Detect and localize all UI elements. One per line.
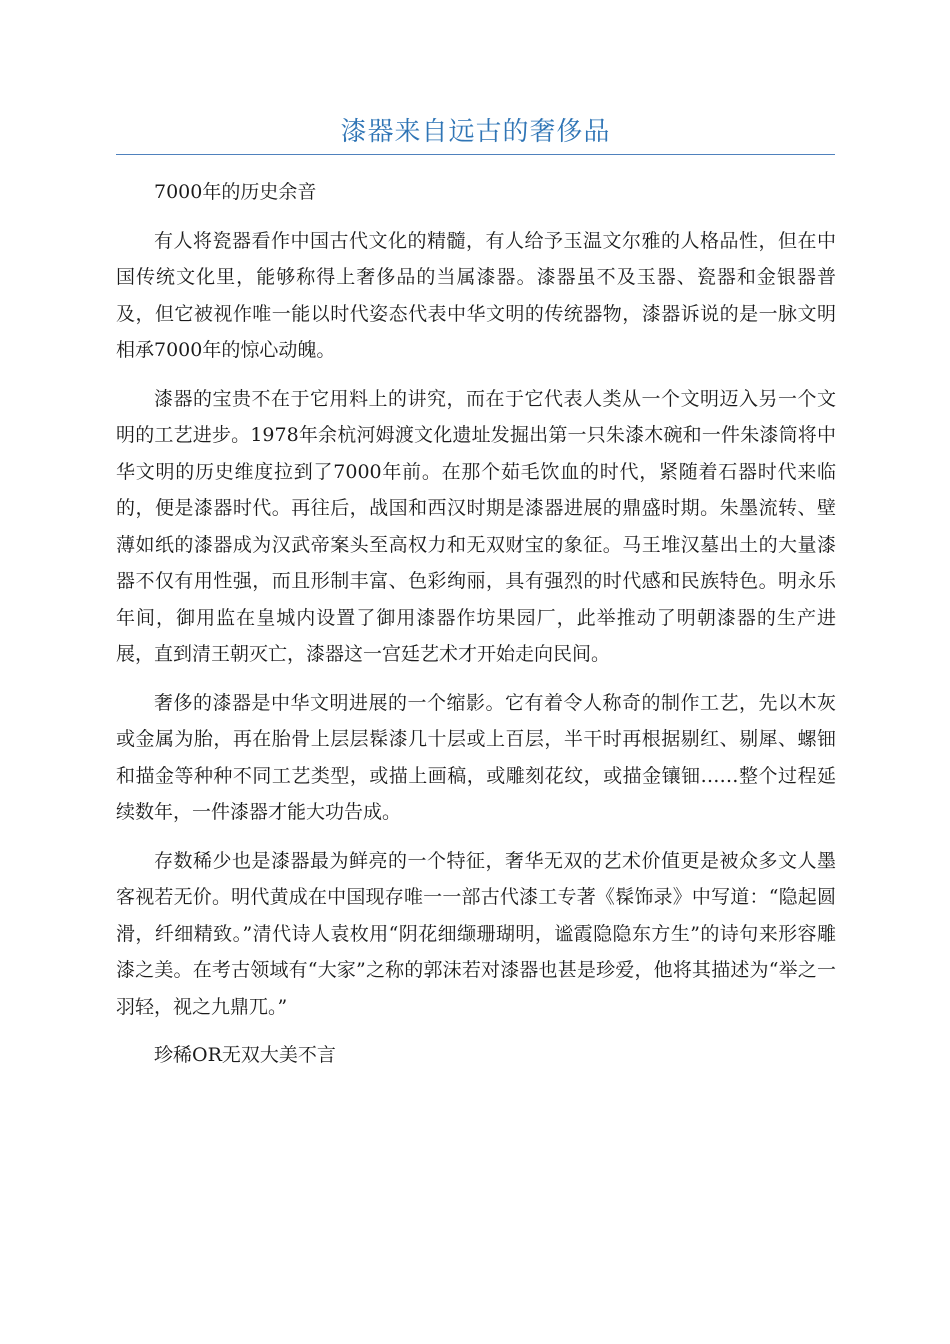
- paragraph: 奢侈的漆器是中华文明进展的一个缩影。它有着令人称奇的制作工艺，先以木灰或金属为胎，再在胎骨上层层髹漆几十层或上百层，半干时再根据剔红、剔犀、螺钿和描金等种种不同工艺类型，或描上画稿，或雕刻花纹，或描金镶钿……整个过程延续数年，一件漆器才能大功告成。: [116, 691, 836, 823]
- paragraph: 有人将瓷器看作中国古代文化的精髓，有人给予玉温文尔雅的人格品性，但在中国传统文化里，能够称得上奢侈品的当属漆器。漆器虽不及玉器、瓷器和金银器普及，但它被视作唯一能以时代姿态代表中华文明的传统器物，漆器诉说的是一脉文明相承7000年的惊心动魄。: [116, 229, 836, 361]
- paragraph: 漆器的宝贵不在于它用料上的讲究，而在于它代表人类从一个文明迈入另一个文明的工艺进步。1978年余杭河姆渡文化遗址发掘出第一只朱漆木碗和一件朱漆筒将中华文明的历史维度拉到了7000年前。在那个茹毛饮血的时代，紧随着石器时代来临的，便是漆器时代。再往后，战国和西汉时期是漆器进展的鼎盛时期。朱墨流转、壁薄如纸的漆器成为汉武帝案头至高权力和无双财宝的象征。马王堆汉墓出土的大量漆器不仅有用性强，而且形制丰富、色彩绚丽，具有强烈的时代感和民族特色。明永乐年间，御用监在皇城内设置了御用漆器作坊果园厂，此举推动了明朝漆器的生产进展，直到清王朝灭亡，漆器这一宫廷艺术才开始走向民间。: [116, 387, 836, 665]
- title-underline: [116, 154, 835, 155]
- section-heading: 7000年的历史余音: [154, 181, 317, 203]
- document-title: 漆器来自远古的奢侈品: [340, 117, 611, 147]
- document-body: [116, 174, 836, 1086]
- paragraph: 存数稀少也是漆器最为鲜亮的一个特征，奢华无双的艺术价值更是被众多文人墨客视若无价。明代黄成在中国现存唯一一部古代漆工专著《髹饰录》中写道：“隐起圆滑，纤细精致。”清代诗人袁枚用“阴花细缬珊瑚明，谧霞隐隐东方生”的诗句来形容雕漆之美。在考古领域有“大家”之称的郭沫若对漆器也甚是珍爱，他将其描述为“举之一羽轻，视之九鼎兀。”: [116, 849, 836, 1018]
- section-heading: 珍稀OR无双大美不言: [154, 1044, 336, 1066]
